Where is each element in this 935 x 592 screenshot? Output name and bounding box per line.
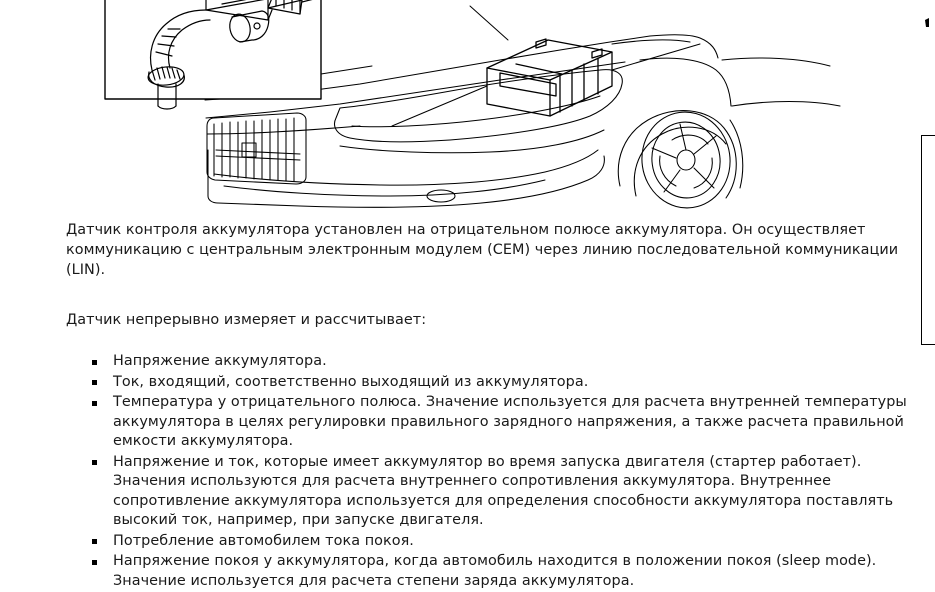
list-item-text: Температура у отрицательного полюса. Значение используется для расчета внутренней температуры аккумулятора в целях регулировки правильного зарядного напряжения, а также расчета правильной емкости аккумулятора. (113, 394, 907, 449)
list-item (92, 393, 926, 452)
square-bullet-icon (92, 539, 97, 544)
list-item (92, 453, 926, 531)
battery-sensor-detail-inset (105, 0, 321, 99)
square-bullet-icon (92, 560, 97, 565)
paragraph-sensor-location: Датчик контроля аккумулятора установлен на отрицательном полюсе аккумулятора. Он осуществляет коммуникацию с центральным электронным модулем (CEM) через линию последовательной коммуникации (LIN). (66, 222, 899, 278)
list-item (92, 552, 926, 591)
square-bullet-icon (92, 380, 97, 385)
inset-leader-line (321, 66, 372, 74)
list-item-text: Напряжение покоя у аккумулятора, когда автомобиль находится в положении покоя (sleep mode). Значение используется для расчета степени заряда аккумулятора. (113, 553, 877, 589)
list-item (92, 532, 926, 552)
list-item-text: Ток, входящий, соответственно выходящий из аккумулятора. (113, 373, 589, 390)
page-corner-marker (925, 18, 931, 28)
list-item-text: Напряжение аккумулятора. (113, 353, 327, 369)
square-bullet-icon (92, 360, 97, 365)
measured-values-list (66, 352, 926, 591)
list-item-text: Потребление автомобилем тока покоя. (113, 532, 414, 549)
list-item (92, 373, 926, 393)
battery-sensor-figure (0, 0, 935, 212)
battery (487, 39, 612, 116)
list-item-text: Напряжение и ток, которые имеет аккумулятор во время запуска двигателя (стартер работает). Значения используются для расчета внутреннего сопротивления аккумулятора. Внутреннее сопротивление аккумулятора используется для определения способности аккумулятора поставлять высокий ток, например, при запуске двигателя. (113, 453, 894, 528)
callout-leader-lines (392, 6, 700, 126)
list-item (92, 352, 926, 372)
square-bullet-icon (92, 401, 97, 406)
square-bullet-icon (92, 460, 97, 465)
paragraph-measures-intro: Датчик непрерывно измеряет и рассчитывает: (66, 312, 427, 328)
article-body (66, 220, 926, 592)
